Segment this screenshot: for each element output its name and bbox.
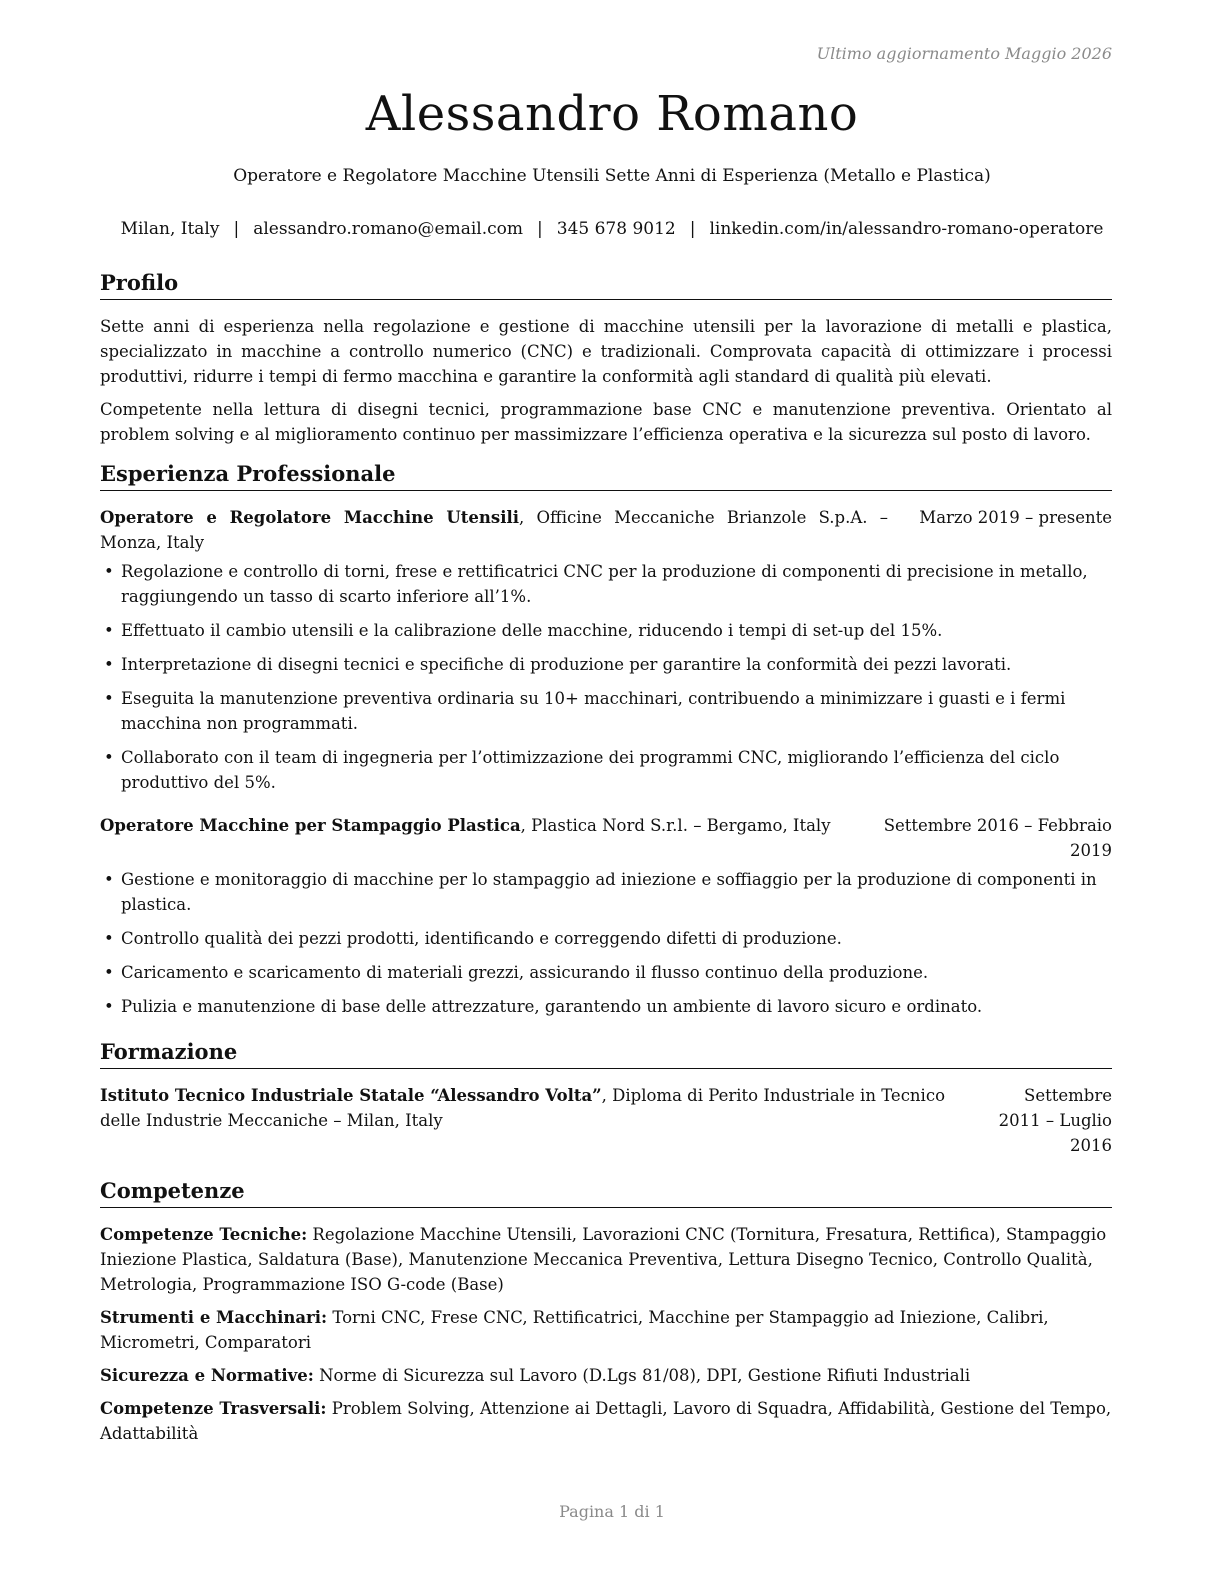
job-company: , Officine Meccaniche Brianzole S.p.A. – Monza, Italy [100,508,888,552]
list-item: • Regolazione e controllo di torni, frese e rettificatrici CNC per la produzione di componenti di precisione in metallo, raggiungendo un tasso di scarto inferiore all’1%. [104,562,1088,606]
list-item: • Controllo qualità dei pezzi prodotti, identificando e correggendo difetti di produzione. [104,929,842,948]
contact-separator: | [537,219,543,239]
headline: Operatore e Regolatore Macchine Utensili Sette Anni di Esperienza (Metallo e Plastica) [233,166,991,186]
bullet-text: Regolazione e controllo di torni, frese e rettificatrici CNC per la produzione di componenti di precisione in metallo, raggiungendo un tasso di scarto inferiore all’1%. [121,562,1088,606]
job-company: , Plastica Nord S.r.l. – Bergamo, Italy [520,816,831,835]
job-title-line [100,505,888,555]
bullet-text: Eseguita la manutenzione preventiva ordinaria su 10+ macchinari, contribuendo a minimizzare i guasti e i fermi macchina non programmati. [121,689,1066,733]
candidate-name: Alessandro Romano [365,86,859,142]
skill-group [100,1222,1112,1297]
job-bullets [100,867,1112,1019]
job-role: Operatore e Regolatore Macchine Utensili [100,508,519,527]
contact-email[interactable]: alessandro.romano@email.com [253,219,524,239]
list-item: • Caricamento e scaricamento di materiali grezzi, assicurando il flusso continuo della produzione. [104,963,929,982]
profile-section [100,268,1112,447]
contact-phone: 345 678 9012 [556,219,676,239]
contact-separator: | [689,219,696,239]
skill-label: Competenze Trasversali: [100,1399,327,1418]
bullet-text: Interpretazione di disegni tecnici e specifiche di produzione per garantire la conformità dei pezzi lavorati. [121,655,1012,674]
job-entry [100,505,1112,795]
list-item: • Pulizia e manutenzione di base delle attrezzature, garantendo un ambiente di lavoro sicuro e ordinato. [104,997,983,1016]
section-title-skills: Competenze [100,1176,1112,1208]
job-header [100,813,1112,863]
job-entry [100,813,1112,1019]
job-role: Operatore Macchine per Stampaggio Plastica [100,816,521,835]
last-updated: Ultimo aggiornamento Maggio 2026 [816,44,1112,63]
skill-label: Sicurezza e Normative: [100,1366,314,1385]
degree-detail: , Diploma di Perito Industriale in Tecnico delle Industrie Meccaniche – Milan, Italy [100,1086,946,1130]
list-item: • Effettuato il cambio utensili e la calibrazione delle macchine, riducendo i tempi di set-up del 15%. [104,621,943,640]
section-title-experience: Esperienza Professionale [100,459,1112,491]
skill-text: Torni CNC, Frese CNC, Rettificatrici, Macchine per Stampaggio ad Iniezione, Calibri, Micrometri, Comparatori [100,1308,1049,1352]
education-dates: Settembre 2011 – Luglio 2016 [998,1086,1112,1155]
job-dates: Marzo 2019 – presente [919,508,1112,527]
skill-group [100,1396,1112,1446]
skills-section [100,1176,1112,1446]
skill-text: Norme di Sicurezza sul Lavoro (D.Lgs 81/08), DPI, Gestione Rifiuti Industriali [313,1366,971,1385]
contact-separator: | [233,219,240,239]
skill-text: Problem Solving, Attenzione ai Dettagli, Lavoro di Squadra, Affidabilità, Gestione del Tempo, Adattabilità [100,1399,1112,1443]
bullet-text: Controllo qualità dei pezzi prodotti, identificando e correggendo difetti di produzione. [121,929,842,948]
bullet-text: Collaborato con il team di ingegneria per l’ottimizzazione dei programmi CNC, migliorando l’efficienza del ciclo produttivo del 5%. [121,748,1060,792]
job-title-line [100,813,856,863]
contact-linkedin[interactable]: linkedin.com/in/alessandro-romano-operatore [709,219,1104,239]
skill-label: Competenze Tecniche: [100,1225,308,1244]
list-item: • Gestione e monitoraggio di macchine per lo stampaggio ad iniezione e soffiaggio per la produzione di componenti in plastica. [104,870,1097,914]
education-entry [100,1083,1112,1158]
contact-line [0,219,1224,239]
job-header [100,505,1112,555]
education-section [100,1037,1112,1158]
skill-label: Strumenti e Macchinari: [100,1308,328,1327]
resume-content [100,268,1112,1458]
skill-group [100,1363,1112,1388]
bullet-text: Gestione e monitoraggio di macchine per lo stampaggio ad iniezione e soffiaggio per la produzione di componenti in plastica. [121,870,1097,914]
profile-paragraph: Competente nella lettura di disegni tecnici, programmazione base CNC e manutenzione preventiva. Orientato al problem solving e al miglioramento continuo per massimizzare l’efficienza operativa e la sicurezza sul posto di lavoro. [100,400,1112,444]
section-title-education: Formazione [100,1037,1112,1069]
section-title-profile: Profilo [100,268,1112,300]
contact-location: Milan, Italy [120,219,220,239]
page-number: Pagina 1 di 1 [559,1502,665,1521]
list-item: • Interpretazione di disegni tecnici e specifiche di produzione per garantire la conformità dei pezzi lavorati. [104,655,1012,674]
job-dates: Settembre 2016 – Febbraio 2019 [883,816,1112,860]
bullet-text: Effettuato il cambio utensili e la calibrazione delle macchine, riducendo i tempi di set-up del 15%. [121,621,943,640]
school-name: Istituto Tecnico Industriale Statale “Alessandro Volta” [100,1086,602,1105]
bullet-text: Pulizia e manutenzione di base delle attrezzature, garantendo un ambiente di lavoro sicuro e ordinato. [121,997,983,1016]
education-line [100,1083,958,1158]
skill-group [100,1305,1112,1355]
experience-section [100,459,1112,1019]
bullet-text: Caricamento e scaricamento di materiali grezzi, assicurando il flusso continuo della produzione. [121,963,929,982]
skill-text: Regolazione Macchine Utensili, Lavorazioni CNC (Tornitura, Fresatura, Rettifica), Stampaggio Iniezione Plastica, Saldatura (Base), Manutenzione Meccanica Preventiva, Lettura Disegno Tecnico, Controllo Qualità, Metrologia, Programmazione ISO G-code (Base) [100,1225,1107,1294]
profile-paragraph: Sette anni di esperienza nella regolazione e gestione di macchine utensili per la lavorazione di metalli e plastica, specializzato in macchine a controllo numerico (CNC) e tradizionali. Comprovata capacità di ottimizzare i processi produttivi, ridurre i tempi di fermo macchina e garantire la conformità agli standard di qualità più elevati. [100,317,1112,386]
job-bullets [100,559,1112,795]
list-item: • Eseguita la manutenzione preventiva ordinaria su 10+ macchinari, contribuendo a minimizzare i guasti e i fermi macchina non programmati. [104,689,1066,733]
list-item: • Collaborato con il team di ingegneria per l’ottimizzazione dei programmi CNC, migliorando l’efficienza del ciclo produttivo del 5%. [104,748,1060,792]
